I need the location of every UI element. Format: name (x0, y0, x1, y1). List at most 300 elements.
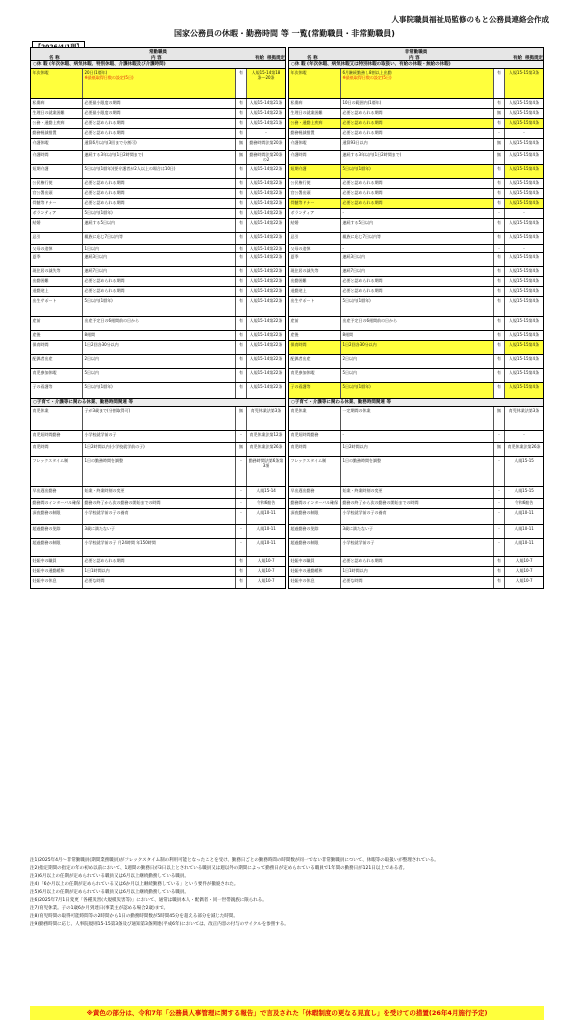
paid-flag: 有 (236, 341, 247, 354)
paid-flag: - (236, 457, 247, 486)
leave-content-note: ※最低取得日数の設定(5日) (84, 75, 134, 80)
leave-content (341, 99, 494, 108)
footnote: 注8)育児時間の取得可能時間等の2時間から1日の勤務時間数が5時間45分を超える部分を減じた時間。 (30, 914, 238, 919)
paid-flag: 有 (494, 179, 505, 188)
leave-row (30, 331, 286, 341)
leave-content-text: 5日以内(1暦年)(要介護者が2人以上の場合は10日) (84, 166, 176, 171)
legal-basis: 人規15-15第4条 (508, 220, 540, 225)
leave-content-text: 必要と認められる期間 (84, 278, 125, 283)
leave-name: 骨髄等ドナー (31, 199, 83, 208)
leave-row (30, 109, 286, 119)
paid-flag: 有 (494, 331, 505, 340)
column-header: 内 容 (151, 56, 162, 61)
legal-basis: 人規15-14第21条 (249, 100, 283, 105)
legal-basis: 人規10-11 (256, 540, 276, 545)
leave-name: 短期介護 (289, 165, 341, 178)
legal-basis: 人規15-14第21条 (249, 120, 283, 125)
leave-content (83, 331, 236, 340)
childcare-content: 始業・終業時刻の変更 (83, 487, 236, 498)
childcare-name: 早出遅出勤務 (31, 487, 83, 498)
leave-content-text: 連続する5日以内 (342, 220, 374, 225)
leave-name: 育児参加休暇 (289, 369, 341, 382)
childcare-name: 超過勤務の制限 (31, 539, 83, 556)
leave-row (30, 209, 286, 219)
leave-content-text: 20日(1暦年) (84, 70, 108, 75)
leave-content-text: 必要最小限度の期間 (84, 110, 121, 115)
leave-content-text: 5日以内(1暦年) (342, 384, 371, 389)
paid-flag: 有 (236, 287, 247, 296)
leave-content (83, 99, 236, 108)
leave-content-text: 通算6月以内(3回まで分割可) (84, 140, 137, 145)
childcare-content: - (341, 431, 494, 442)
childcare-name: 早出遅出勤務 (289, 487, 341, 498)
paid-flag: - (494, 487, 505, 498)
leave-row (30, 297, 286, 317)
leave-row (30, 165, 286, 179)
leave-name: 出生サポート (31, 297, 83, 316)
leave-row (30, 139, 286, 151)
leave-name: 産前 (289, 317, 341, 330)
leave-content-text: 連続3日以内 (84, 254, 108, 259)
paid-flag: 有 (494, 567, 505, 576)
leave-row (288, 233, 544, 245)
childcare-content: 必要と認められる期間 (341, 557, 494, 566)
paid-flag: 有 (236, 277, 247, 286)
leave-content (83, 69, 236, 98)
paid-flag: 無 (236, 151, 247, 164)
leave-content (83, 129, 236, 138)
legal-basis: 人規15-15第4条 (508, 298, 540, 303)
leave-row (30, 129, 286, 139)
childcare-content: 勤務の終了から次の勤務の開始までの時間 (83, 499, 236, 508)
legal-basis: 人規15-15第4条 (508, 370, 540, 375)
leave-content (341, 69, 494, 98)
leave-content-text: 連続7日以内 (342, 268, 366, 273)
childcare-name: 育児時間 (31, 443, 83, 456)
childcare-content: 小学校就学前の子の養育 (341, 509, 494, 524)
paid-flag: 有 (236, 331, 247, 340)
leave-row (288, 219, 544, 233)
childcare-row (30, 457, 286, 487)
paid-flag: 有 (236, 69, 247, 98)
column-header: 根拠規定 (525, 56, 543, 61)
childcare-row (30, 487, 286, 499)
leave-content (341, 277, 494, 286)
leave-content (83, 253, 236, 266)
paid-flag: - (494, 129, 505, 138)
legal-basis: - (523, 130, 525, 135)
yellow-highlight-banner: ※黄色の部分は、令和7年「公務員人事管理に関する報告」で言及された「休暇制度の更なる見直し」を受けての措置(26年4月施行予定) (30, 1006, 544, 1020)
column-header: 有給 (255, 56, 264, 61)
leave-name: 夏季 (31, 253, 83, 266)
childcare-name: 超過勤務の免除 (289, 525, 341, 538)
leave-row (288, 355, 544, 369)
leave-content-text: 10日の範囲内(1暦年) (342, 100, 382, 105)
table-header (30, 47, 286, 61)
leave-name: 私傷病 (289, 99, 341, 108)
childcare-content: 1日1時間以内 (341, 567, 494, 576)
leave-content (341, 341, 494, 354)
leave-content-text: 連続7日以内 (84, 268, 108, 273)
paid-flag: - (236, 509, 247, 524)
leave-row (288, 129, 544, 139)
leave-content (83, 209, 236, 218)
leave-row (288, 383, 544, 399)
legal-basis: 人規15-14第22条 (249, 200, 283, 205)
leave-name: 勤務軽減措置 (31, 129, 83, 138)
paid-flag: 無 (236, 443, 247, 456)
childcare-content: 1日2時間以内(小学校就学前の子) (83, 443, 236, 456)
legal-basis: 人規15-14第22条 (249, 268, 283, 273)
childcare-row (288, 557, 544, 567)
childcare-row (30, 567, 286, 577)
legal-basis: 勤務時間法第20条の2 (249, 152, 283, 162)
leave-content (83, 267, 236, 276)
legal-basis: 人規15-15第4条 (505, 119, 543, 128)
paid-flag: 有 (494, 69, 505, 98)
paid-flag: 有 (494, 317, 505, 330)
leave-content-text: 2日以内 (342, 356, 358, 361)
leave-row (288, 99, 544, 109)
legal-basis: 人規15-15 (514, 458, 534, 463)
childcare-content: 1日の勤務時間を調整 (83, 457, 236, 486)
paid-flag: 有 (494, 277, 505, 286)
paid-flag: 有 (494, 577, 505, 588)
leave-name: 子の看護等 (31, 383, 83, 398)
childcare-name: 育児休業 (289, 407, 341, 430)
leave-content-text: 連続3日以内 (342, 254, 366, 259)
paid-flag: 有 (494, 341, 505, 354)
leave-content-text: 必要と認められる期間 (84, 288, 125, 293)
paid-flag: 有 (494, 99, 505, 108)
childcare-name: 超過勤務の免除 (31, 525, 83, 538)
section-heading-leave: ○休 暇 (年次休暇、病気休暇、特別休暇、介護休暇及び介護時間) (30, 61, 286, 69)
legal-basis: 人規15-15第4条 (508, 318, 540, 323)
leave-content (83, 189, 236, 198)
leave-content-text: 必要と認められる期間 (342, 130, 383, 135)
paid-flag: 無 (236, 407, 247, 430)
legal-basis: - (523, 210, 525, 215)
legal-basis: 人規15-14第18条〜20条 (247, 69, 285, 98)
leave-name: 夏季 (289, 253, 341, 266)
leave-row (30, 199, 286, 209)
childcare-row (288, 509, 544, 525)
childcare-name: 妊娠中の休息 (289, 577, 341, 588)
paid-flag: 有 (236, 577, 247, 588)
paid-flag: 有 (494, 383, 505, 398)
column-header: 根拠規定 (267, 56, 285, 61)
section-heading-childcare: ○子育て・介護等に関わる休業、勤務時間関連 等 (288, 399, 544, 407)
leave-row (30, 179, 286, 189)
leave-name: 結婚 (289, 219, 341, 232)
leave-content (341, 119, 494, 128)
leave-name: 退勤途上 (31, 287, 83, 296)
leave-name: 年次休暇 (31, 69, 83, 98)
paid-flag: - (494, 525, 505, 538)
paid-flag: 無 (236, 139, 247, 150)
leave-content-text: - (342, 210, 344, 215)
leave-row (30, 317, 286, 331)
childcare-row (30, 443, 286, 457)
childcare-name: 超過勤務の制限 (289, 539, 341, 556)
paid-flag: - (236, 431, 247, 442)
leave-content (341, 233, 494, 244)
childcare-name: 育児短時間勤務 (31, 431, 83, 442)
leave-row (288, 119, 544, 129)
leave-row (288, 277, 544, 287)
leave-name: 忌引 (31, 233, 83, 244)
legal-basis: 人規10-11 (256, 526, 276, 531)
leave-content-text: 連続する3年以内(1日2時間まで) (84, 152, 144, 157)
childcare-row (30, 407, 286, 431)
paid-flag: 無 (494, 109, 505, 118)
leave-row (30, 267, 286, 277)
table-caption: 常勤職員 (149, 50, 167, 55)
legal-basis: 人規15-15第4条 (508, 254, 540, 259)
childcare-row (288, 431, 544, 443)
legal-basis: - (265, 130, 267, 135)
legal-basis: 人規15-14第22条 (249, 166, 283, 171)
paid-flag: 有 (236, 369, 247, 382)
legal-basis: 人規15-14第22条 (249, 318, 283, 323)
childcare-name: 妊娠中の休息 (31, 577, 83, 588)
legal-basis: 人規15-15第4条 (508, 332, 540, 337)
legal-basis: 人規15-15第4条 (505, 199, 543, 208)
legal-basis: 人規15-15第4条 (508, 190, 540, 195)
leave-content (341, 253, 494, 266)
footnote: 注4)「6か月以上の任期が定められている又は6か月以上継続勤務している」という要件が撤廃された。 (30, 882, 239, 887)
legal-basis: 人規10-7 (257, 558, 275, 563)
childcare-row (288, 499, 544, 509)
legal-basis: 人規15-14第22条 (249, 370, 283, 375)
leave-row (30, 99, 286, 109)
childcare-name: 妊娠中の職員 (289, 557, 341, 566)
leave-content (341, 151, 494, 164)
leave-content-text: 5日以内(1暦年) (84, 384, 113, 389)
childcare-content: 小学校就学前の子 月24時間 年150時間 (83, 539, 236, 556)
childcare-row (30, 525, 286, 539)
leave-content (341, 179, 494, 188)
childcare-name: 育児短時間勤務 (289, 431, 341, 442)
leave-content-text: 親族に応じ7日以内等 (342, 234, 382, 239)
leave-content-text: 出産予定日の6週間前の日から (84, 318, 140, 323)
paid-flag: 有 (236, 253, 247, 266)
leave-row (288, 331, 544, 341)
fulltime-column (30, 47, 286, 589)
childcare-row (30, 431, 286, 443)
paid-flag: 有 (236, 99, 247, 108)
legal-basis: 人規15-15第4条 (505, 165, 543, 178)
paid-flag: 有 (236, 267, 247, 276)
leave-name: 配偶者出産 (289, 355, 341, 368)
leave-name: 公民権行使 (289, 179, 341, 188)
childcare-name: 妊娠中の職員 (31, 557, 83, 566)
legal-basis: 人規10-7 (515, 558, 533, 563)
leave-content-text: 連続する3年以内(1日2時間まで) (342, 152, 402, 157)
leave-name: 退勤途上 (289, 287, 341, 296)
legal-basis: 人規15-15第4条 (508, 110, 540, 115)
childcare-content: 小学校就学前の子の養育 (83, 509, 236, 524)
leave-content-text: 必要と認められる期間 (84, 180, 125, 185)
legal-basis: 人規15-14第22条 (249, 342, 283, 347)
legal-basis: 人規10-11 (514, 540, 534, 545)
childcare-row (30, 499, 286, 509)
leave-content (341, 317, 494, 330)
section-heading-childcare: ○子育て・介護等に関わる休業、勤務時間関連 等 (30, 399, 286, 407)
leave-row (30, 119, 286, 129)
leave-content (341, 383, 494, 398)
legal-basis: 人規15-14第22条 (249, 332, 283, 337)
leave-name: 産後 (289, 331, 341, 340)
leave-name: 公務・通勤上疾病 (289, 119, 341, 128)
leave-name: 勤務軽減措置 (289, 129, 341, 138)
leave-content (341, 139, 494, 150)
leave-row (30, 287, 286, 297)
legal-basis: 人規15-15第4条 (505, 383, 543, 398)
leave-name: 産前 (31, 317, 83, 330)
leave-content (83, 245, 236, 252)
paid-flag: 有 (494, 199, 505, 208)
legal-basis: 人規15-14第22条 (249, 254, 283, 259)
paid-flag: 有 (494, 165, 505, 178)
legal-basis: 勤務時間法第6条第3項 (248, 458, 284, 468)
leave-name: ボランティア (289, 209, 341, 218)
paid-flag: 有 (494, 287, 505, 296)
legal-basis: 人規15-15第4条 (508, 152, 540, 157)
paid-flag: 有 (494, 297, 505, 316)
legal-basis: 人規15-15第4条 (508, 288, 540, 293)
legal-basis: 人規15-14第22条 (249, 298, 283, 303)
childcare-row (30, 577, 286, 589)
childcare-row (30, 557, 286, 567)
footnote: 注6)2025年7月1日変更「各種災害(大規模災害等)」において、通常は職員本人・配偶者・同一世帯親族に限られる。 (30, 898, 267, 903)
childcare-row (288, 443, 544, 457)
leave-name: 父母の追悼 (31, 245, 83, 252)
paid-flag: 有 (236, 179, 247, 188)
legal-basis: 人規15-14第22条 (249, 210, 283, 215)
leave-content (83, 139, 236, 150)
childcare-content: 1日1時間以内 (83, 567, 236, 576)
leave-row (288, 245, 544, 253)
legal-basis: 人規15-14第22条 (249, 278, 283, 283)
paid-flag: 無 (494, 443, 505, 456)
leave-content (83, 233, 236, 244)
organization-label: 人事院職員福祉局監修のもと公務員連絡会作成 (391, 15, 549, 24)
legal-basis: 人規15-14第22条 (249, 356, 283, 361)
leave-content-text: 5日以内(1暦年) (84, 210, 113, 215)
leave-name: 公民権行使 (31, 179, 83, 188)
paid-flag: - (494, 457, 505, 486)
leave-row (30, 219, 286, 233)
leave-name: 配偶者出産 (31, 355, 83, 368)
leave-content-text: 必要と認められる期間 (84, 190, 125, 195)
childcare-name: 育児休業 (31, 407, 83, 430)
footnote: 注7)育児休業。子の1歳6か月到達日(事業主が認める場合2歳)まで。 (30, 906, 169, 911)
leave-row (288, 165, 544, 179)
paid-flag: 有 (236, 567, 247, 576)
legal-basis: 人規10-7 (515, 578, 533, 583)
legal-basis: 人規15-14第22条 (249, 234, 283, 239)
leave-content (83, 199, 236, 208)
leave-row (288, 369, 544, 383)
leave-content-text: 必要と認められる期間 (342, 200, 383, 205)
paid-flag: 有 (494, 557, 505, 566)
leave-content-text: 出産予定日の6週間前の日から (342, 318, 398, 323)
leave-row (288, 297, 544, 317)
paid-flag: 有 (236, 355, 247, 368)
childcare-content: 3歳に満たない子 (341, 525, 494, 538)
leave-content (341, 109, 494, 118)
leave-content (83, 119, 236, 128)
paid-flag: 有 (494, 189, 505, 198)
leave-content-text: 必要と認められる期間 (342, 110, 383, 115)
table-header (288, 47, 544, 61)
childcare-content: 一定期間の休業 (341, 407, 494, 430)
leave-name: 年次休暇 (289, 69, 341, 98)
leave-name: 現住居の滅失等 (31, 267, 83, 276)
legal-basis: 人規15-14第22条 (249, 220, 283, 225)
leave-name: 父母の追悼 (289, 245, 341, 252)
leave-content-text: 1日2回各30分以内 (342, 342, 377, 347)
leave-content-text: 必要と認められる期間 (342, 190, 383, 195)
leave-content-text: 5日以内 (342, 370, 358, 375)
leave-row (288, 287, 544, 297)
childcare-content: 子が3歳まで(分割取得可) (83, 407, 236, 430)
legal-basis: 育児休業法第26条 (507, 444, 541, 449)
footnotes (30, 858, 544, 930)
leave-name: 産後 (31, 331, 83, 340)
leave-content (83, 383, 236, 398)
leave-name: 子の看護等 (289, 383, 341, 398)
leave-row (30, 277, 286, 287)
childcare-content: 必要な時間 (341, 577, 494, 588)
legal-basis: 人規15-15第4条 (508, 234, 540, 239)
leave-content (83, 109, 236, 118)
leave-content (83, 219, 236, 232)
leave-name: 公務・通勤上疾病 (31, 119, 83, 128)
legal-basis: - (523, 246, 525, 251)
childcare-row (288, 407, 544, 431)
leave-name: 忌引 (289, 233, 341, 244)
leave-row (30, 233, 286, 245)
leave-row (288, 267, 544, 277)
parttime-column (288, 47, 544, 589)
leave-row (30, 253, 286, 267)
legal-basis: 人規10-7 (257, 578, 275, 583)
paid-flag: 無 (494, 407, 505, 430)
leave-row (30, 69, 286, 99)
leave-row (30, 341, 286, 355)
leave-content-text: 必要と認められる期間 (342, 180, 383, 185)
leave-content-text: 必要と認められる期間 (342, 278, 383, 283)
leave-content (83, 277, 236, 286)
leave-row (30, 245, 286, 253)
footnote: 注9)勤務時間に応じ、人事院規則15-15第3条及び通知第3条関連(平成6年)においては、改正内容の付与のサイクルを参照する。 (30, 922, 289, 927)
childcare-name: フレックスタイム制 (289, 457, 341, 486)
childcare-content: 1日2時間以内 (341, 443, 494, 456)
childcare-row (288, 539, 544, 557)
paid-flag: 有 (494, 119, 505, 128)
childcare-name: 勤務間のインターバル確保 (289, 499, 341, 508)
childcare-name: 育児時間 (289, 443, 341, 456)
leave-row (30, 383, 286, 399)
leave-content (83, 179, 236, 188)
legal-basis: 人規10-7 (515, 568, 533, 573)
leave-content (341, 267, 494, 276)
leave-content (83, 287, 236, 296)
legal-basis: 育児休業法第3条 (508, 408, 540, 413)
paid-flag: 有 (236, 233, 247, 244)
